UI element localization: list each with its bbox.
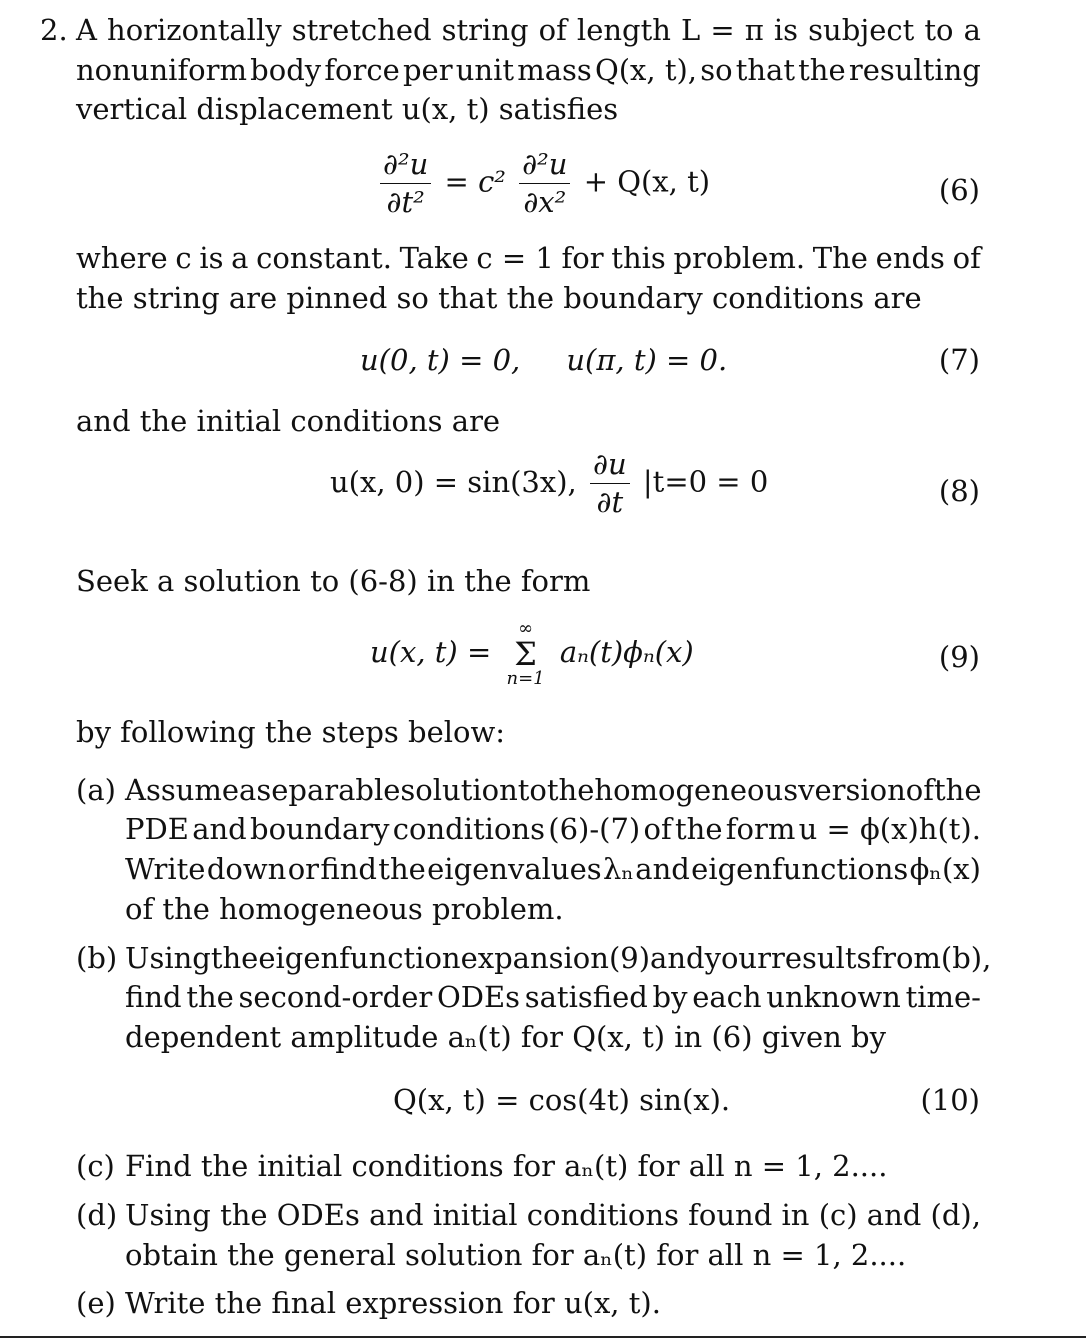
word: and xyxy=(650,941,705,975)
word: A xyxy=(76,13,97,47)
word: ODEs xyxy=(436,980,521,1014)
word: to xyxy=(517,773,547,807)
word: that xyxy=(735,53,795,87)
frac-d2u-dt2: $\frac{\text{∂²u}}{\text{∂t²}}$ xyxy=(380,150,431,217)
word: results xyxy=(770,941,872,975)
word: homogeneous xyxy=(594,773,799,807)
part-b-line-2 xyxy=(125,980,981,1014)
word: per xyxy=(402,53,453,87)
word: your xyxy=(704,941,771,975)
word: constant. xyxy=(256,241,392,275)
part-a-line-3 xyxy=(125,852,981,886)
where-line-1 xyxy=(76,241,981,275)
summation-symbol: ∞ Σ n=1 xyxy=(506,618,545,689)
part-a-line-1 xyxy=(125,773,982,807)
word: a xyxy=(239,773,257,807)
intro-line-3: vertical displacement u(x, t) satisfies xyxy=(76,92,619,126)
word: separable xyxy=(256,773,401,807)
word: by xyxy=(652,980,688,1014)
word: eigenfunction xyxy=(258,941,461,975)
word: horizontally xyxy=(107,13,282,47)
word: unit xyxy=(455,53,515,87)
eq9-right: aₙ(t)ϕₙ(x) xyxy=(559,635,694,669)
c-squared: c² xyxy=(478,164,506,199)
part-c-marker: (c) xyxy=(76,1149,115,1183)
initial-conditions-line: and the initial conditions are xyxy=(76,404,501,438)
word: unknown xyxy=(766,980,901,1014)
word: the xyxy=(186,980,234,1014)
word: the xyxy=(798,53,846,87)
word: nonuniform xyxy=(76,53,247,87)
frac-d2u-dx2: $\frac{\text{∂²u}}{\text{∂x²}}$ xyxy=(519,150,570,217)
word: string xyxy=(441,13,529,47)
word: and xyxy=(369,1198,424,1232)
word: body xyxy=(250,53,322,87)
equation-6 xyxy=(376,147,711,219)
word: is xyxy=(773,13,799,47)
word: π xyxy=(744,13,764,47)
word: Assume xyxy=(125,773,240,807)
part-d-line-1 xyxy=(125,1198,981,1232)
word: so xyxy=(700,53,733,87)
word: of xyxy=(952,241,981,275)
following-line: by following the steps below: xyxy=(76,715,506,749)
word: c = 1 xyxy=(476,241,554,275)
word: ODEs xyxy=(276,1198,360,1232)
word: boundary xyxy=(250,812,390,846)
word: eigenfunctions xyxy=(691,852,909,886)
word: version xyxy=(798,773,906,807)
word: of xyxy=(643,812,672,846)
word: = xyxy=(710,13,735,47)
word: the xyxy=(378,852,426,886)
word: satisfied xyxy=(524,980,648,1014)
word: initial xyxy=(432,1198,518,1232)
equation-8 xyxy=(330,447,769,519)
word: eigenvalues xyxy=(427,852,602,886)
word: a xyxy=(963,13,981,47)
word: from xyxy=(871,941,941,975)
where-line-2: the string are pinned so that the boundary conditions are xyxy=(76,281,922,315)
equation-10-label: (10) xyxy=(920,1083,980,1117)
equation-8-label: (8) xyxy=(938,474,980,508)
word: ϕₙ(x) xyxy=(909,852,981,886)
equation-10: Q(x, t) = cos(4t) sin(x). xyxy=(393,1083,731,1117)
word: (c) xyxy=(818,1198,858,1232)
part-c-text: Find the initial conditions for aₙ(t) for all n = 1, 2.... xyxy=(125,1149,888,1183)
word: The xyxy=(812,241,868,275)
word: a xyxy=(231,241,249,275)
word: is xyxy=(199,241,224,275)
word: and xyxy=(866,1198,922,1232)
word: the xyxy=(546,773,595,807)
word: (9) xyxy=(608,941,651,975)
word: Q(x, t), xyxy=(594,53,698,87)
word: Write xyxy=(125,852,206,886)
word: resulting xyxy=(848,53,981,87)
word: force xyxy=(324,53,400,87)
equation-7: u(0, t) = 0, u(π, t) = 0. xyxy=(360,343,728,377)
part-d-line-2: obtain the general solution for aₙ(t) for all n = 1, 2.... xyxy=(125,1238,907,1272)
part-e-marker: (e) xyxy=(76,1286,116,1320)
word: (6)-(7) xyxy=(548,812,641,846)
part-a-line-2 xyxy=(125,812,981,846)
eq9-left: u(x, t) = xyxy=(370,635,492,669)
part-a-line-4: of the homogeneous problem. xyxy=(125,892,564,926)
word: find xyxy=(125,980,182,1014)
word: Take xyxy=(399,241,469,275)
word: form xyxy=(725,812,796,846)
part-d-marker: (d) xyxy=(76,1198,118,1232)
word: stretched xyxy=(291,13,432,47)
word: this xyxy=(611,241,666,275)
word: the xyxy=(674,812,723,846)
eq-sign: = xyxy=(444,164,469,199)
part-a-marker: (a) xyxy=(76,773,116,807)
word: in xyxy=(781,1198,810,1232)
word: mass xyxy=(517,53,592,87)
intro-line-1 xyxy=(76,13,981,47)
word: or xyxy=(287,852,320,886)
bottom-border xyxy=(0,1336,1086,1338)
word: time- xyxy=(905,980,981,1014)
problem-number: 2. xyxy=(40,13,68,47)
part-b-marker: (b) xyxy=(76,941,118,975)
word: solution xyxy=(400,773,518,807)
part-e-text: Write the final expression for u(x, t). xyxy=(125,1286,661,1320)
word: of xyxy=(905,773,934,807)
word: where xyxy=(76,241,168,275)
seek-line: Seek a solution to (6-8) in the form xyxy=(76,564,591,598)
intro-line-2 xyxy=(76,53,981,87)
word: and xyxy=(192,812,247,846)
word: problem. xyxy=(673,241,806,275)
word: each xyxy=(692,980,762,1014)
part-b-line-3: dependent amplitude aₙ(t) for Q(x, t) in (6) given by xyxy=(125,1020,886,1054)
word: (d), xyxy=(930,1198,981,1232)
word: λₙ xyxy=(603,852,634,886)
eq8-right: |t=0 = 0 xyxy=(642,464,769,499)
equation-6-label: (6) xyxy=(938,173,980,207)
word: conditions xyxy=(392,812,545,846)
part-b-line-1 xyxy=(125,941,992,975)
word: to xyxy=(924,13,954,47)
word: (b), xyxy=(940,941,992,975)
equation-9-label: (9) xyxy=(938,640,980,674)
word: subject xyxy=(808,13,915,47)
word: the xyxy=(220,1198,268,1232)
word: the xyxy=(210,941,259,975)
word: the xyxy=(933,773,982,807)
forcing-term: + Q(x, t) xyxy=(583,164,711,199)
word: and xyxy=(635,852,690,886)
word: L xyxy=(681,13,701,47)
word: PDE xyxy=(125,812,189,846)
word: second-order xyxy=(238,980,433,1014)
word: c xyxy=(175,241,192,275)
word: conditions xyxy=(526,1198,679,1232)
word: length xyxy=(576,13,671,47)
frac-du-dt: $\frac{\partial u}{\partial t}$ xyxy=(590,450,630,517)
word: down xyxy=(206,852,287,886)
equation-7-label: (7) xyxy=(938,343,980,377)
word: u = ϕ(x)h(t). xyxy=(798,812,981,846)
word: expansion xyxy=(460,941,609,975)
word: found xyxy=(688,1198,773,1232)
eq8-left: u(x, 0) = sin(3x), xyxy=(330,464,577,499)
equation-9 xyxy=(370,620,694,688)
word: of xyxy=(538,13,567,47)
word: ends xyxy=(875,241,945,275)
word: Using xyxy=(125,1198,211,1232)
word: find xyxy=(320,852,377,886)
word: Using xyxy=(125,941,211,975)
word: for xyxy=(561,241,604,275)
